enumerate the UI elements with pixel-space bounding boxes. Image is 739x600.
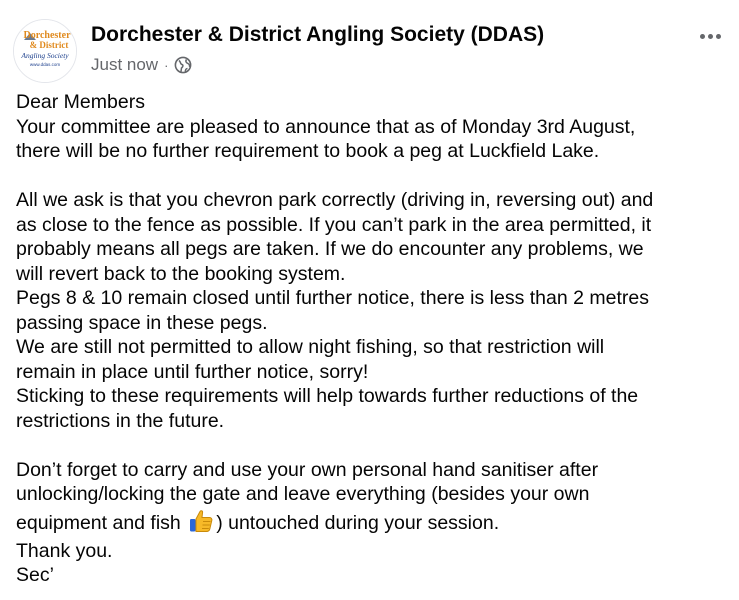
more-options-icon[interactable] — [695, 26, 725, 46]
globe-icon[interactable] — [174, 56, 192, 74]
post-body — [16, 90, 726, 588]
post-line: unlocking/locking the gate and leave everything (besides your own — [16, 483, 590, 505]
post-line: passing space in these pegs. — [16, 311, 268, 334]
logo-text-3: Angling Society — [21, 51, 69, 60]
paragraph-gap — [16, 433, 726, 458]
logo-text-2: & District — [29, 40, 69, 50]
page-name-link[interactable]: Dorchester & District Angling Society (DDAS) — [91, 23, 545, 46]
avatar[interactable] — [13, 19, 77, 83]
post-line: as close to the fence as possible. If you can’t park in the area permitted, it — [16, 213, 652, 236]
post-line: restrictions in the future. — [16, 409, 225, 432]
post-line: Thank you. — [16, 539, 113, 562]
post-line: Dear Members — [16, 91, 145, 113]
post-line: We are still not permitted to allow night fishing, so that restriction will — [16, 336, 605, 358]
logo-text-1: Dorchester — [23, 30, 71, 41]
post-line-part: equipment and fish — [16, 511, 187, 534]
post-line: Don’t forget to carry and use your own personal hand sanitiser after — [16, 458, 599, 481]
post-line-with-emoji — [16, 507, 726, 539]
post-header — [0, 0, 739, 84]
paragraph-gap — [16, 164, 726, 189]
post-line: Sec’ — [16, 564, 54, 586]
post-line: probably means all pegs are taken. If we do encounter any problems, we — [16, 238, 644, 260]
post-meta — [91, 55, 192, 75]
post-line: All we ask is that you chevron park correctly (driving in, reversing out) and — [16, 189, 654, 211]
thumbs-up-icon — [187, 507, 215, 535]
post-line-part: ) untouched during your session. — [216, 511, 500, 534]
post-line: remain in place until further notice, sorry! — [16, 360, 369, 383]
post-line: there will be no further requirement to book a peg at Luckfield Lake. — [16, 140, 600, 162]
post-timestamp[interactable]: Just now — [91, 55, 159, 74]
post-line: Sticking to these requirements will help towards further reductions of the — [16, 385, 639, 407]
post-line: will revert back to the booking system. — [16, 262, 346, 285]
meta-separator: · — [164, 57, 169, 73]
logo-text-4: www.ddas.com — [29, 62, 61, 67]
post-line: Your committee are pleased to announce that as of Monday 3rd August, — [16, 115, 636, 138]
post-line: Pegs 8 & 10 remain closed until further notice, there is less than 2 metres — [16, 287, 649, 309]
